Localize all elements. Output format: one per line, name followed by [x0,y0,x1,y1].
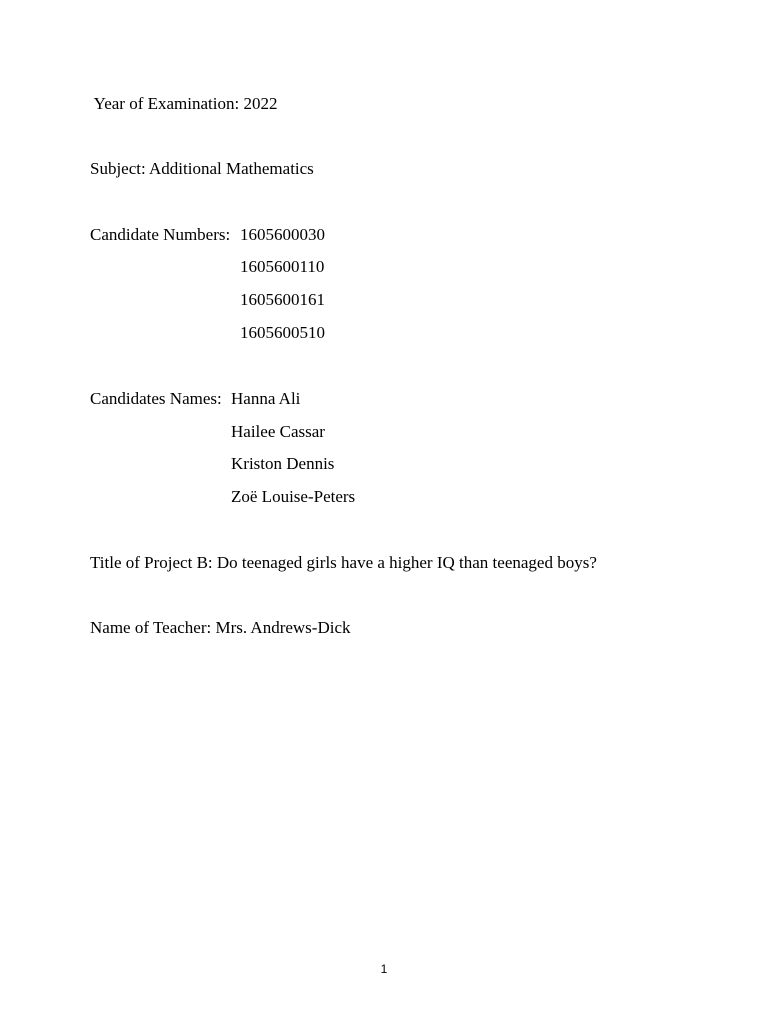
page-number: 1 [380,962,388,976]
candidate-number: 1605600110 [240,257,325,276]
candidate-names-label: Candidates Names: [90,389,222,408]
candidate-name: Zoë Louise-Peters [231,487,356,506]
candidate-name: Hailee Cassar [231,422,325,441]
candidate-name: Kriston Dennis [231,454,335,473]
subject-line: Subject: Additional Mathematics [90,159,314,178]
candidate-number: 1605600161 [240,290,325,309]
teacher-name: Name of Teacher: Mrs. Andrews-Dick [90,618,351,637]
candidate-number: 1605600030 [240,225,325,244]
year-of-examination: Year of Examination: 2022 [90,94,278,113]
candidate-numbers-label: Candidate Numbers: [90,225,231,244]
candidate-name: Hanna Ali [231,389,301,408]
project-title: Title of Project B: Do teenaged girls have a higher IQ than teenaged boys? [90,553,597,572]
candidate-number: 1605600510 [240,323,325,342]
